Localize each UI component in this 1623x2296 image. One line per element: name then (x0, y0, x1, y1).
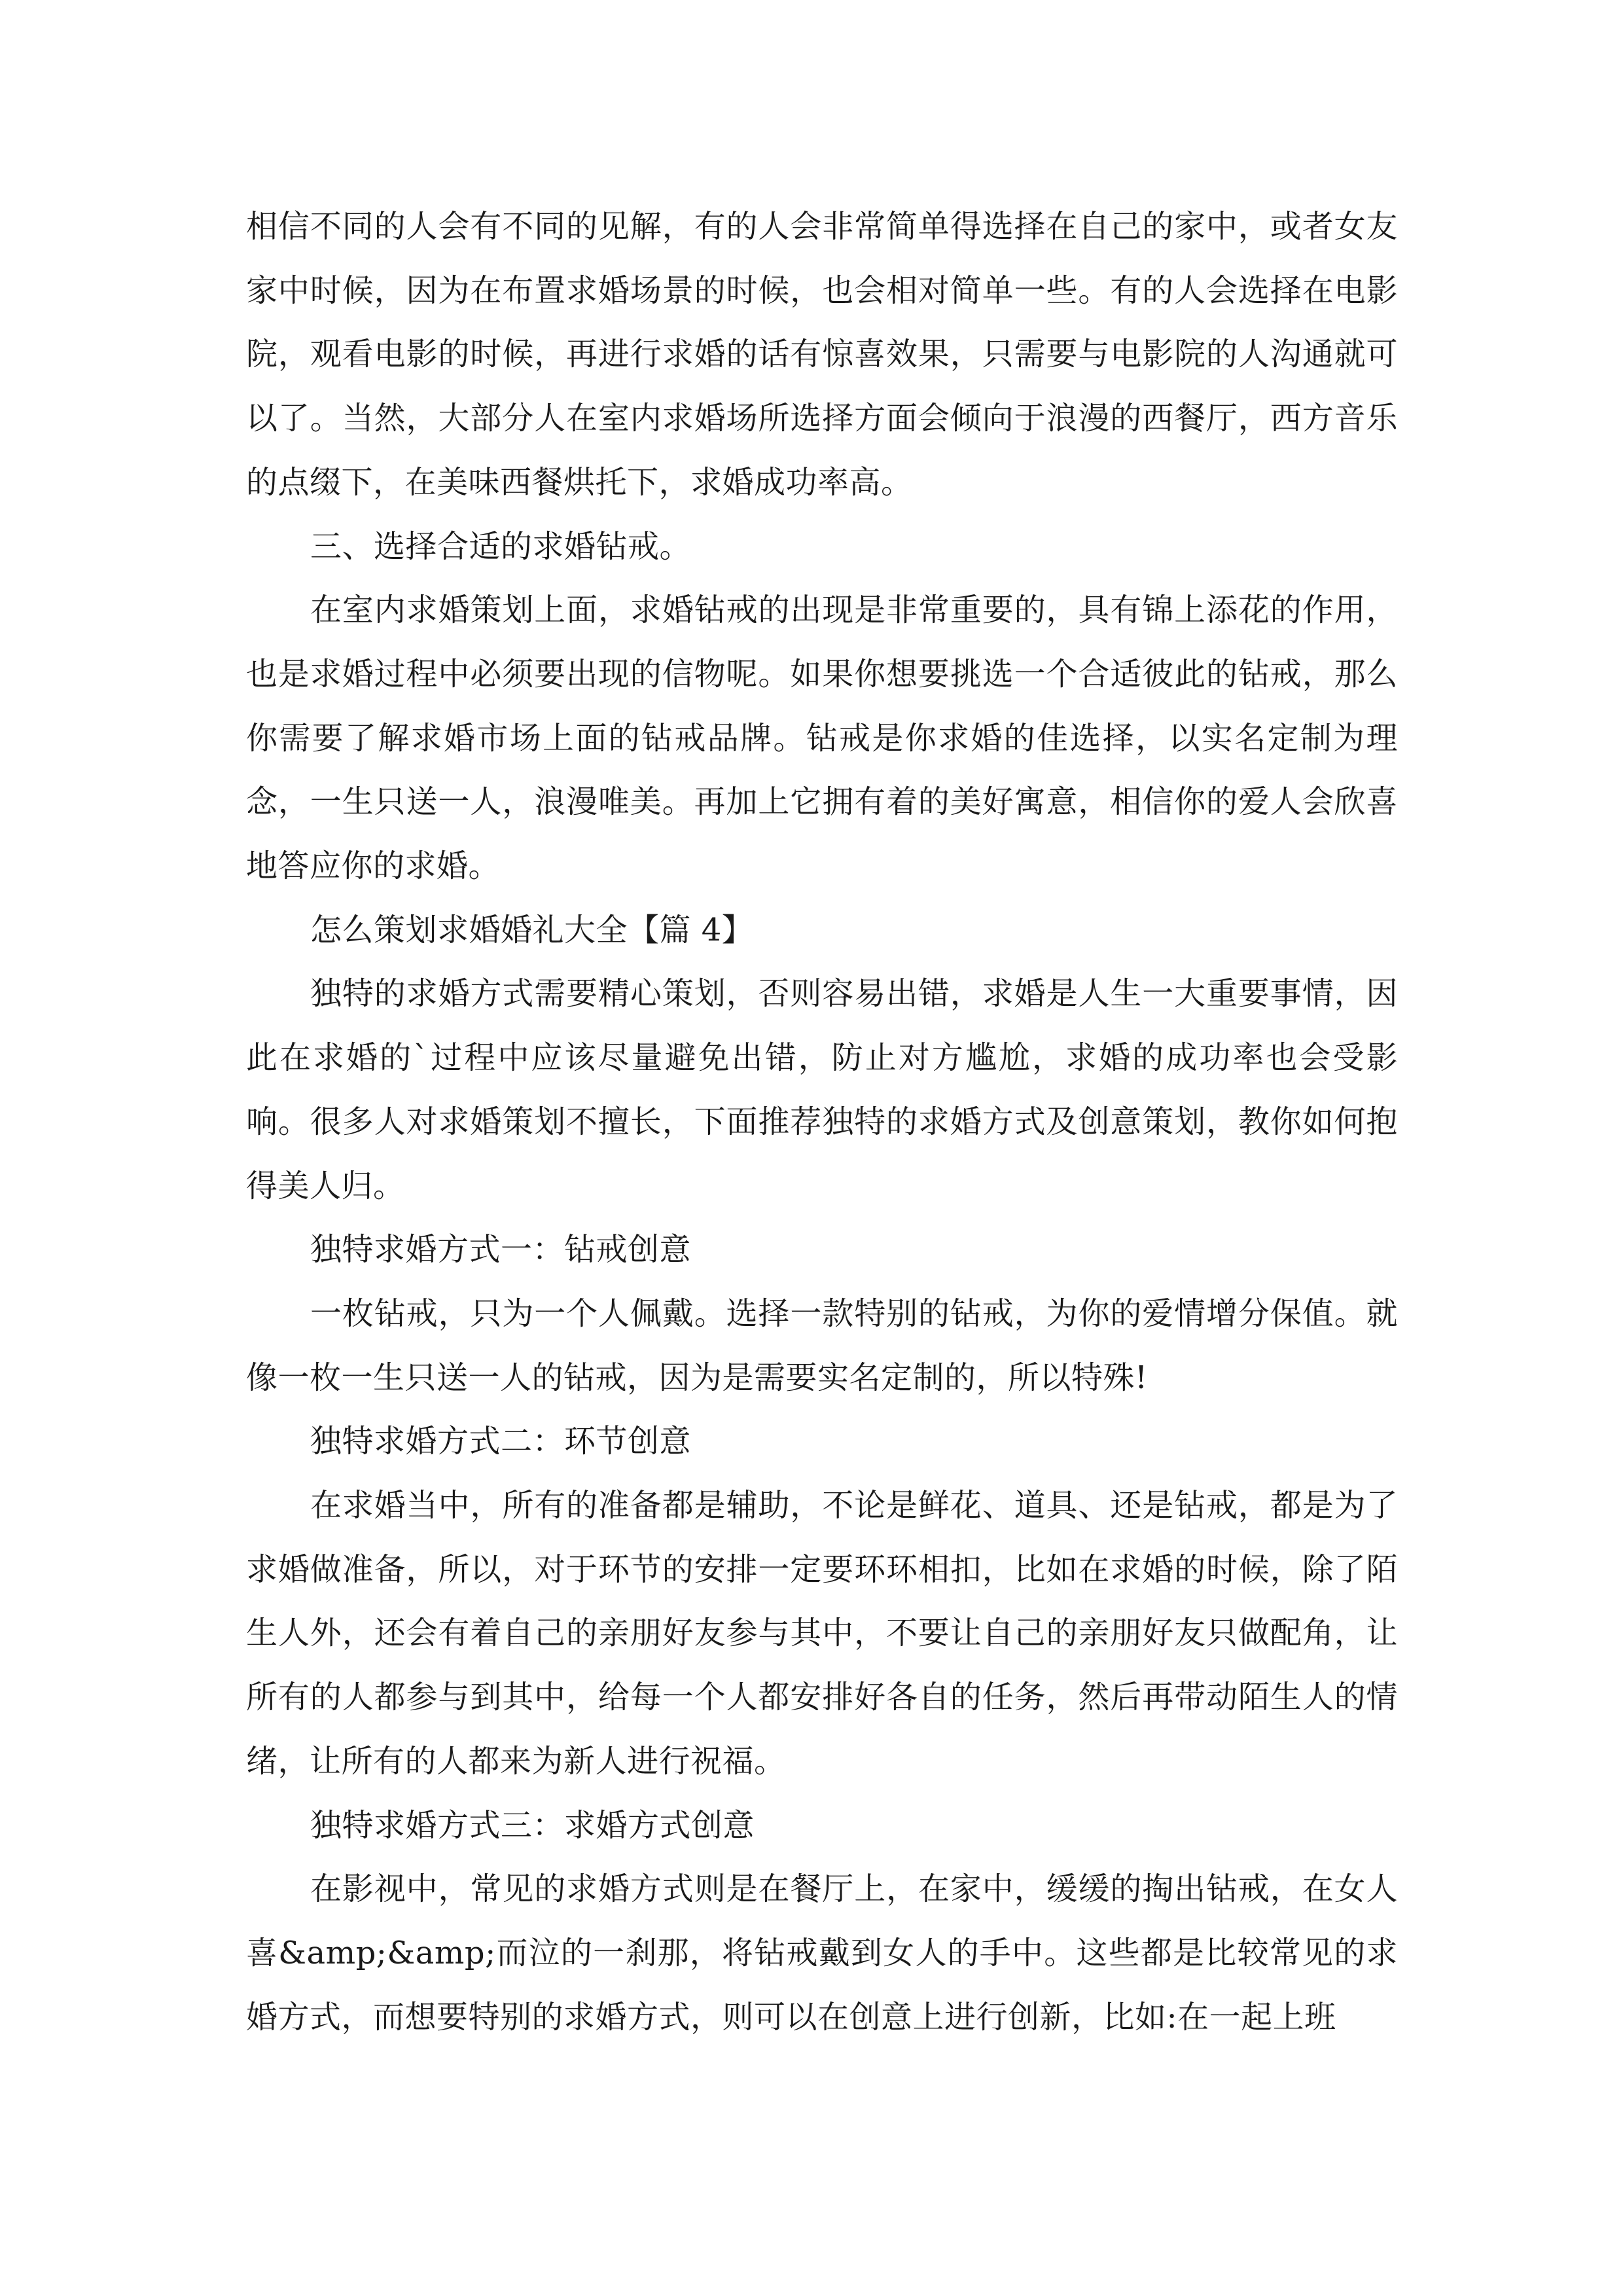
paragraph-method-three: 在影视中，常见的求婚方式则是在餐厅上，在家中，缓缓的掏出钻戒，在女人喜&amp;&amp;而泣的一刹那，将钻戒戴到女人的手中。这些都是比较常见的求婚方式，而想要特别的求婚方式，则可以在创意上进行创新，比如:在一起上班 (246, 1871, 1398, 2036)
heading-method-three: 独特求婚方式三：求婚方式创意 (310, 1806, 755, 1844)
document-body (246, 195, 1398, 2049)
paragraph-ring-importance: 在室内求婚策划上面，求婚钻戒的出现是非常重要的，具有锦上添花的作用，也是求婚过程中必须要出现的信物呢。如果你想要挑选一个合适彼此的钻戒，那么你需要了解求婚市场上面的钻戒品牌。钻戒是你求婚的佳选择，以实名定制为理念，一生只送一人，浪漫唯美。再加上它拥有着的美好寓意，相信你的爱人会欣喜地答应你的求婚。 (246, 592, 1398, 885)
paragraph-method-two: 在求婚当中，所有的准备都是辅助，不论是鲜花、道具、还是钻戒，都是为了求婚做准备，所以，对于环节的安排一定要环环相扣，比如在求婚的时候，除了陌生人外，还会有着自己的亲朋好友参与其中，不要让自己的亲朋好友只做配角，让所有的人都参与到其中，给每一个人都安排好各自的任务，然后再带动陌生人的情绪，让所有的人都来为新人进行祝福。 (246, 1487, 1398, 1780)
paragraph-unique-proposal-intro: 独特的求婚方式需要精心策划，否则容易出错，求婚是人生一大重要事情，因此在求婚的`过程中应该尽量避免出错，防止对方尴尬，求婚的成功率也会受影响。很多人对求婚策划不擅长，下面推荐独特的求婚方式及创意策划，教你如何抱得美人归。 (246, 975, 1398, 1204)
heading-method-two: 独特求婚方式二：环节创意 (310, 1423, 692, 1460)
heading-choose-ring: 三、选择合适的求婚钻戒。 (310, 528, 692, 565)
paragraph-method-one: 一枚钻戒，只为一个人佩戴。选择一款特别的钻戒，为你的爱情增分保值。就像一枚一生只送一人的钻戒，因为是需要实名定制的，所以特殊! (246, 1295, 1398, 1396)
paragraph-venue-choice: 相信不同的人会有不同的见解，有的人会非常简单得选择在自己的家中，或者女友家中时候，因为在布置求婚场景的时候，也会相对简单一些。有的人会选择在电影院，观看电影的时候，再进行求婚的话有惊喜效果，只需要与电影院的人沟通就可以了。当然，大部分人在室内求婚场所选择方面会倾向于浪漫的西餐厅，西方音乐的点缀下，在美味西餐烘托下，求婚成功率高。 (246, 208, 1398, 501)
heading-part-4: 怎么策划求婚婚礼大全【篇 4】 (310, 911, 754, 948)
heading-method-one: 独特求婚方式一：钻戒创意 (310, 1231, 692, 1268)
